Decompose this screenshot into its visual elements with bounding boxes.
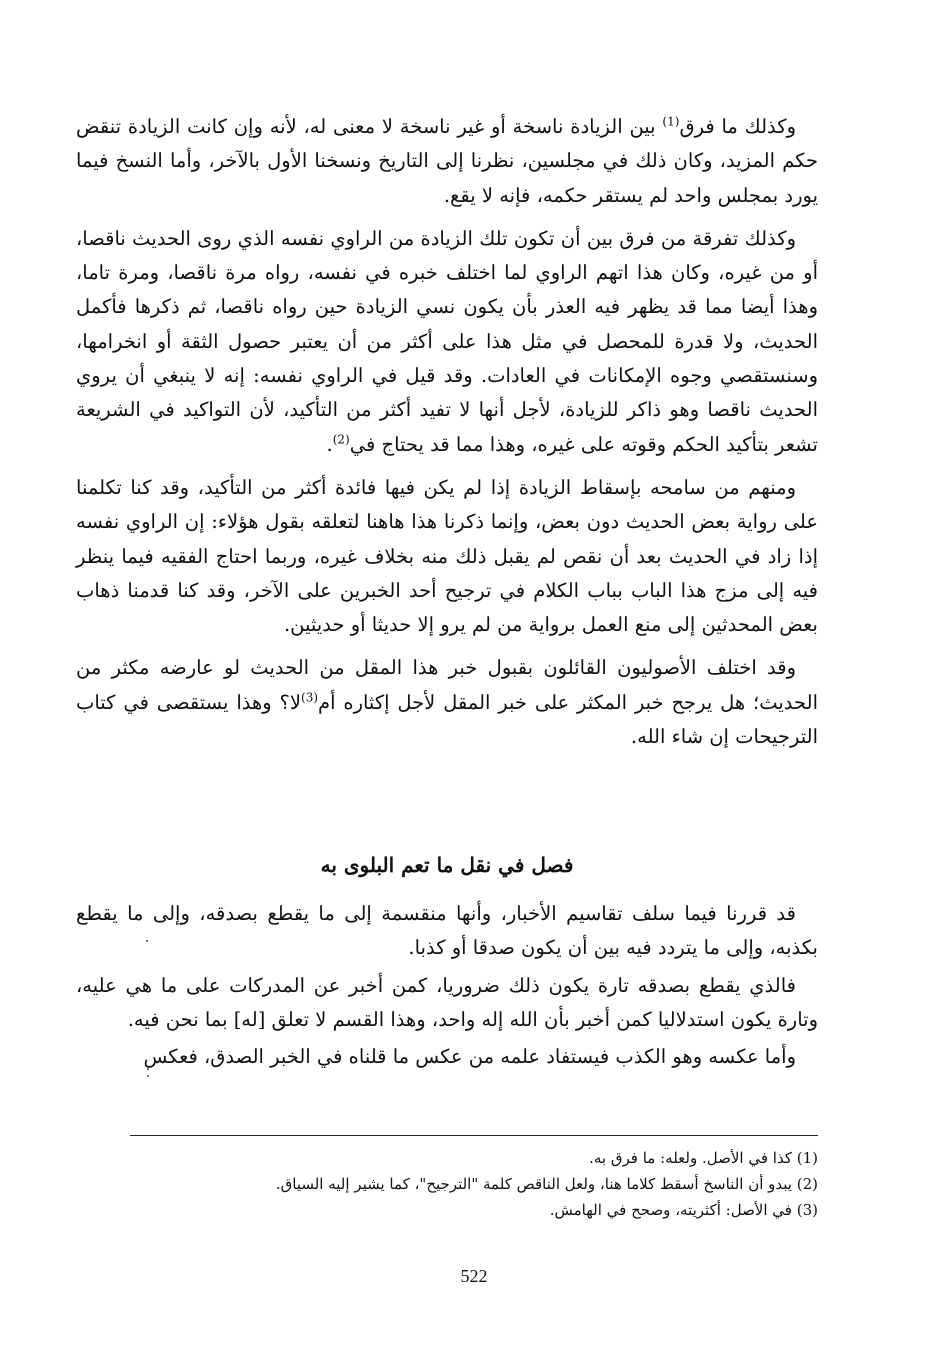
footnote-reference: (3) <box>301 690 319 705</box>
section-heading: فصل في نقل ما تعم البلوى به <box>320 853 574 877</box>
section-text-block <box>76 897 818 1077</box>
footnote-reference: (1) <box>662 114 680 129</box>
paragraph: وكذلك تفرقة من فرق بين أن تكون تلك الزيادة من الراوي نفسه الذي روى الحديث ناقصا، أو من غيره، وكان هذا اتهم الراوي لما اختلف خبره في نفسه، رواه مرة ناقصا، ومرة تاما، وهذا أيضا مما قد يظهر فيه العذر بأن يكون نسي الزيادة حين رواه ناقصا، ثم ذكرها فأكمل الحديث، ولا قدرة للمحصل في مثل هذا على أكثر من أن يعتبر حصول الثقة أو انخرامها، وسنستقصي وجوه الإمكانات في العادات. وقد قيل في الراوي نفسه: إنه لا ينبغي أن يروي الحديث ناقصا وهو ذاكر للزيادة، لأجل أنها لا تفيد أكثر من التأكيد، لأن التواكيد في الشريعة تشعر بتأكيد الحكم وقوته على غيره، وهذا مما قد يحتاج في$^{(2)}$. <box>76 226 818 456</box>
main-text-block <box>76 110 818 763</box>
paragraph: وكذلك ما فرق$^{(1)}$ بين الزيادة ناسخة أو غير ناسخة لا معنى له، لأنه وإن كانت الزيادة تنقض حكم المزيد، وكان ذلك في مجلسين، نظرنا إلى التاريخ ونسخنا الأول بالآخر، وأما النسخ فيما يورد بمجلس واحد لم يستقر حكمه، فإنه لا يقع. <box>76 114 818 207</box>
footnote-reference: (2) <box>332 432 350 447</box>
paragraph: فالذي يقطع بصدقه تارة يكون ذلك ضروريا، كمن أخبر عن المدركات على ما هي عليه، وتارة يكون استدلاليا كمن أخبر بأن الله إله واحد، وهذا القسم لا تعلق [له] بما نحن فيه. <box>76 973 818 1031</box>
footnote: (2) يبدو أن الناسخ أسقط كلاما هنا، ولعل الناقص كلمة "الترجيح"، كما يشير إليه السياق. <box>275 1175 818 1193</box>
paragraph: وأما عكسه وهو الكذب فيستفاد علمه من عكس ما قلناه في الخبر الصدق، فعكس <box>143 1045 796 1069</box>
scan-speck <box>146 940 148 942</box>
paragraph: وقد اختلف الأصوليون القائلون بقبول خبر هذا المقل من الحديث لو عارضه مكثر من الحديث؛ هل يرجح خبر المكثر على خبر المقل لأجل إكثاره أم$^{(3)}$لا؟ وهذا يستقصى في كتاب الترجيحات إن شاء الله. <box>76 656 818 749</box>
footnotes <box>76 1146 818 1224</box>
page-number: 522 <box>460 1266 488 1286</box>
footnote: (1) كذا في الأصل. ولعله: ما فرق به. <box>589 1149 818 1167</box>
footnote: (3) في الأصل: أكثريته، وصحح في الهامش. <box>549 1201 818 1219</box>
paragraph: ومنهم من سامحه بإسقاط الزيادة إذا لم يكن فيها فائدة أكثر من التأكيد، وقد كنا تكلمنا على رواية بعض الحديث دون بعض، وإنما ذكرنا هذا هاهنا لتعلقه بقول هؤلاء: إن الراوي نفسه إذا زاد في الحديث بعد أن نقص لم يقبل ذلك منه بخلاف غيره، وربما احتاج الفقيه فيما ينظر فيه إلى مزج هذا الباب بباب الكلام في ترجيح أحد الخبرين على الآخر، وقد كنا قدمنا ذهاب بعض المحدثين إلى منع العمل برواية من لم يرو إلا حديثا أو حديثين. <box>76 475 818 637</box>
scan-speck <box>147 1075 149 1077</box>
scan-speck <box>147 1068 149 1070</box>
paragraph: قد قررنا فيما سلف تقاسيم الأخبار، وأنها منقسمة إلى ما يقطع بصدقه، وإلى ما يقطع بكذبه، وإلى ما يتردد فيه بين أن يكون صدقا أو كذبا. <box>76 902 818 960</box>
footnote-separator <box>130 1135 818 1136</box>
